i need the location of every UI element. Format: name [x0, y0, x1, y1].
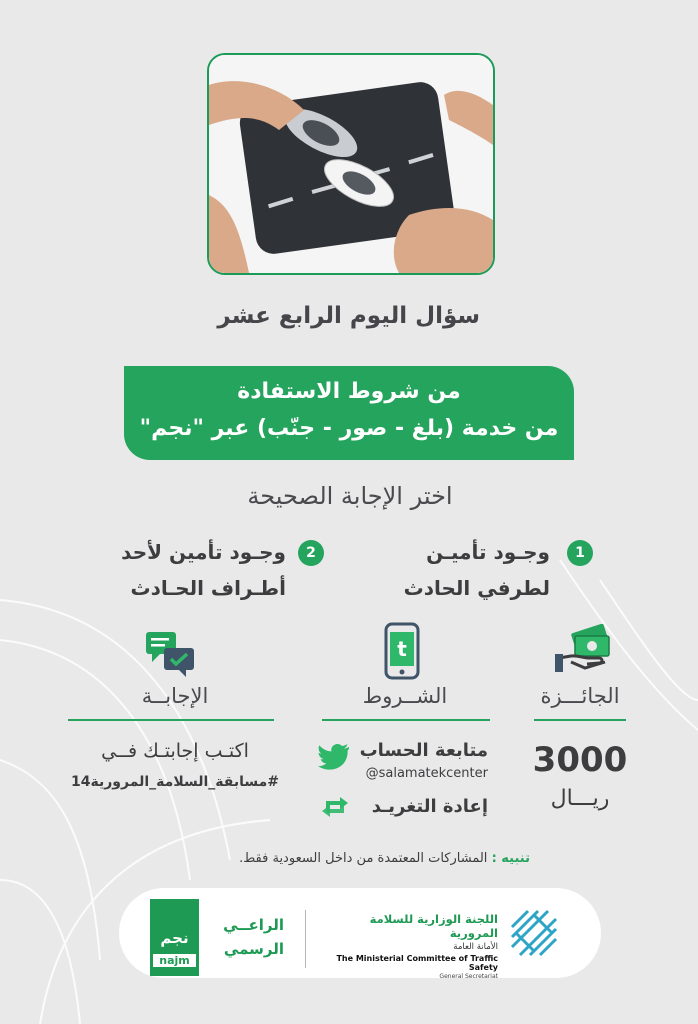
prize-label: الجائـــزة — [540, 684, 620, 708]
answer-label: الإجابــة — [141, 684, 209, 708]
phone-twitter-icon — [383, 622, 421, 680]
committee-name-english: The Ministerial Committee of Traffic Safety — [336, 954, 498, 972]
choose-answer-label: اختر الإجابة الصحيحة — [247, 482, 453, 510]
notice-label: تنبيه : — [491, 851, 530, 866]
option-2-number: 2 — [298, 540, 324, 566]
twitter-handle[interactable]: @salamatekcenter — [365, 766, 488, 781]
official-sponsor-label — [214, 913, 284, 961]
option-2-line-2: أطـراف الحـادث — [130, 576, 286, 600]
retweet-text: إعادة التغريـد — [371, 796, 488, 817]
footer-divider — [305, 910, 306, 968]
option-1-number: 1 — [567, 540, 593, 566]
answer-hashtag[interactable]: #مسابقة_السلامة_المرورية14 — [71, 774, 279, 790]
follow-account-text: متابعة الحساب — [359, 740, 488, 761]
committee-name-arabic: اللجنة الوزارية للسلامة المرورية — [369, 912, 498, 940]
prize-amount: 3000 — [532, 740, 628, 780]
conditions-divider — [322, 719, 490, 721]
committee-sub-arabic: الأمانة العامة — [453, 942, 498, 952]
committee-text — [318, 912, 498, 980]
committee-logo-icon — [506, 905, 562, 961]
option-2[interactable] — [96, 534, 286, 606]
prize-divider — [534, 719, 626, 721]
hands-holding-cars-illustration — [209, 55, 493, 273]
sponsor-line-2: الرسمي — [223, 940, 284, 958]
committee-sub-english: General Secretariat — [439, 973, 498, 980]
najm-logo-english: najm — [153, 954, 196, 967]
retweet-icon — [320, 795, 350, 819]
question-heading: سؤال اليوم الرابع عشر — [217, 303, 480, 329]
notice-text: المشاركات المعتمدة من داخل السعودية فقط. — [239, 851, 488, 866]
accident-photo — [207, 53, 495, 275]
option-1-line-2: لطرفي الحادث — [403, 576, 550, 600]
najm-logo — [150, 899, 199, 976]
answer-instruction: اكتـب إجابتـك فــي — [101, 740, 249, 762]
conditions-label: الشــروط — [362, 684, 448, 708]
banner-line-2: من خدمة (بلغ - صور - جنّب) عبر "نجم" — [139, 416, 559, 441]
banner-line-1: من شروط الاستفادة — [237, 379, 461, 404]
svg-text:t: t — [397, 637, 407, 661]
money-hand-icon — [553, 624, 611, 678]
question-banner — [124, 366, 574, 460]
option-1[interactable] — [390, 534, 550, 606]
twitter-bird-icon — [318, 744, 350, 770]
najm-logo-arabic: نجم — [160, 929, 189, 947]
option-2-line-1: وجـود تأمين لأحد — [121, 540, 286, 564]
notice — [140, 851, 530, 866]
answer-divider — [68, 719, 274, 721]
option-1-line-1: وجـود تأميـن — [426, 540, 550, 564]
chat-bubbles-icon — [144, 630, 198, 678]
prize-unit: ريـــال — [550, 786, 610, 811]
sponsor-line-1: الراعــي — [223, 916, 284, 934]
